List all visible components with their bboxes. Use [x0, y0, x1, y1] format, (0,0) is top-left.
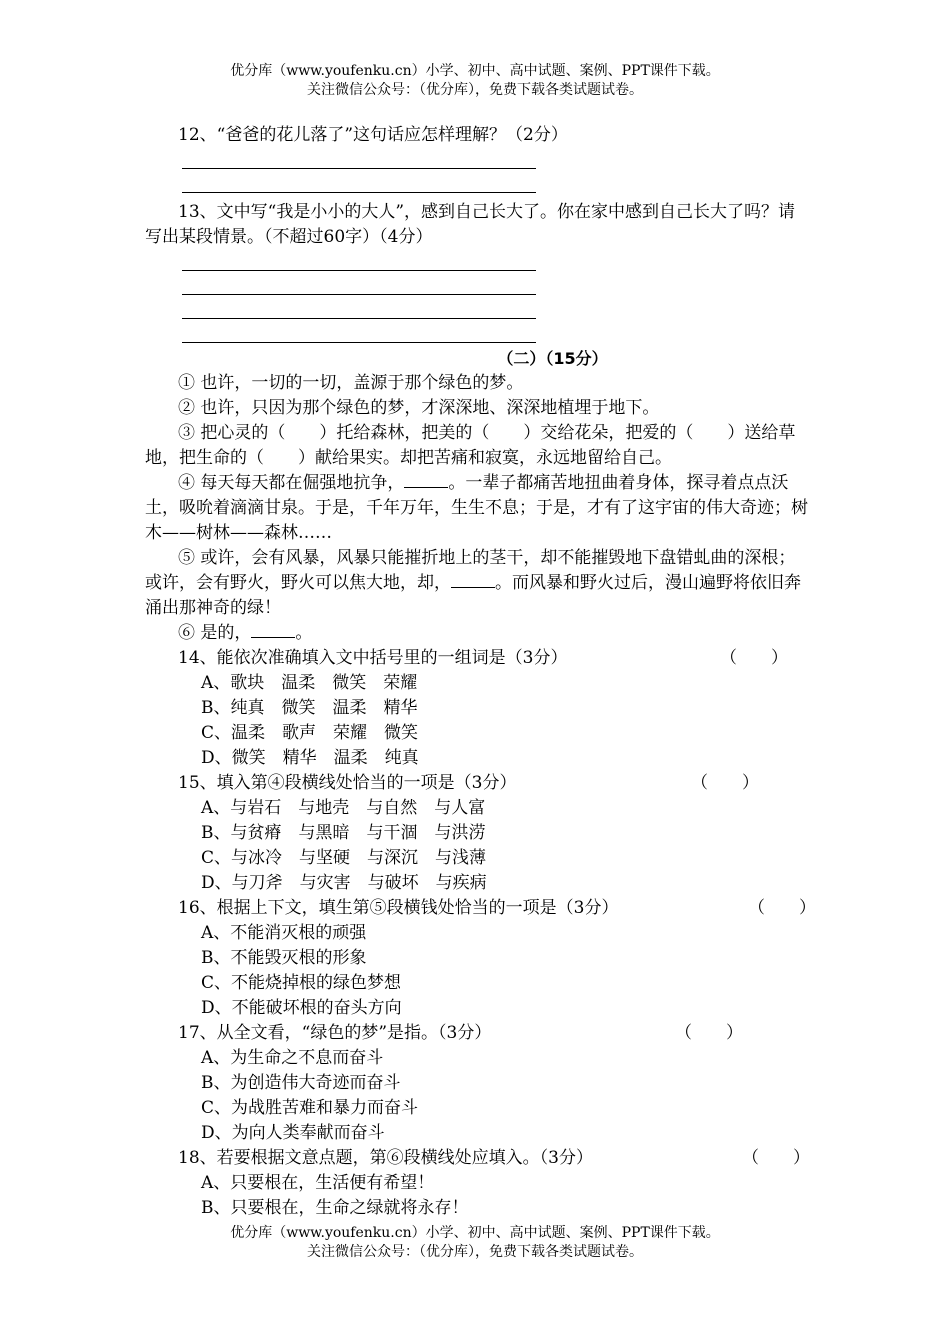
- question-17: [145, 1021, 810, 1046]
- option-d: D、微笑 精华 温柔 纯真: [201, 748, 419, 768]
- passage-paragraph-4: [145, 471, 810, 546]
- passage-paragraph-6: [145, 621, 810, 646]
- answer-line[interactable]: [145, 322, 810, 346]
- question-14: [145, 646, 810, 671]
- exam-content: [145, 123, 816, 1221]
- option-a: A、不能消灭根的顽强: [201, 923, 367, 943]
- option-a: A、歌块 温柔 微笑 荣耀: [201, 673, 418, 693]
- passage-text: ⑤ 或许，会有风暴，风暴只能摧折地上的茎干，却不能摧毁地下盘错虬曲的深根；或许，会有野火，野火可以焦大地，却，: [145, 548, 796, 593]
- question-18: [145, 1146, 810, 1171]
- passage-text: ⑥ 是的，: [178, 623, 252, 643]
- passage-paragraph-1: ① 也许，一切的一切，盖源于那个绿色的梦。: [178, 373, 524, 393]
- header-line-2: 关注微信公众号：（优分库），免费下载各类试题试卷。: [307, 82, 643, 98]
- answer-line[interactable]: [145, 298, 810, 322]
- header-line-1: 优分库（www.youfenku.cn）小学、初中、高中试题、案例、PPT课件下载。: [230, 63, 720, 79]
- answer-bracket[interactable]: （ ）: [720, 648, 788, 668]
- fill-blank[interactable]: [251, 621, 295, 638]
- answer-line[interactable]: [145, 250, 810, 274]
- option-d: D、与刀斧 与灾害 与破坏 与疾病: [201, 873, 487, 893]
- option-d: D、为向人类奉献而奋斗: [201, 1123, 385, 1143]
- passage-text: 。而风暴和野火过后，漫山遍野将依旧奔涌出那神奇的绿！: [145, 573, 801, 618]
- answer-bracket[interactable]: （ ）: [691, 773, 759, 793]
- page-header: [0, 62, 950, 100]
- option-c: C、与冰冷 与坚硬 与深沉 与浅薄: [201, 848, 487, 868]
- question-13: [145, 200, 810, 250]
- option-b: B、与贫瘠 与黑暗 与干涸 与洪涝: [201, 823, 486, 843]
- question-16: [145, 896, 816, 921]
- answer-bracket[interactable]: （ ）: [742, 1148, 810, 1168]
- footer-line-1: 优分库（www.youfenku.cn）小学、初中、高中试题、案例、PPT课件下载。: [230, 1225, 720, 1241]
- question-12: 12、“爸爸的花儿落了”这句话应怎样理解？（2分）: [178, 125, 568, 145]
- passage-text: ④ 每天每天都在倔强地抗争，: [178, 473, 405, 493]
- answer-line[interactable]: [145, 148, 810, 172]
- question-16-text: 16、根据上下文，填生第⑤段横钱处恰当的一项是（3分）: [178, 898, 619, 918]
- option-a: A、与岩石 与地壳 与自然 与人富: [201, 798, 486, 818]
- question-15-text: 15、填入第④段横线处恰当的一项是（3分）: [178, 773, 517, 793]
- option-b: B、只要根在，生命之绿就将永存！: [201, 1198, 469, 1218]
- fill-blank[interactable]: [404, 471, 448, 488]
- answer-line[interactable]: [145, 274, 810, 298]
- option-b: B、不能毁灭根的形象: [201, 948, 367, 968]
- passage-text: 。一辈子都痛苦地扭曲着身体，探寻着点点沃土，吸吮着滴滴甘泉。于是，千年万年，生生不息；于是，才有了这宇宙的伟大奇迹；树木——树林——森林……: [145, 473, 808, 543]
- passage-paragraph-2: ② 也许，只因为那个绿色的梦，才深深地、深深地植埋于地下。: [178, 398, 660, 418]
- answer-bracket[interactable]: （ ）: [675, 1023, 743, 1043]
- option-d: D、不能破坏根的奋头方向: [201, 998, 402, 1018]
- page-footer: [0, 1224, 950, 1262]
- question-15: [145, 771, 810, 796]
- section-title: （二）（15分）: [497, 349, 608, 368]
- fill-blank[interactable]: [451, 571, 495, 588]
- passage-text: 。: [295, 623, 313, 643]
- question-17-text: 17、从全文看，“绿色的梦”是指。（3分）: [178, 1023, 492, 1043]
- option-a: A、只要根在，生活便有希望！: [201, 1173, 435, 1193]
- footer-line-2: 关注微信公众号：（优分库），免费下载各类试题试卷。: [307, 1244, 643, 1260]
- option-b: B、为创造伟大奇迹而奋斗: [201, 1073, 401, 1093]
- option-b: B、纯真 微笑 温柔 精华: [201, 698, 418, 718]
- passage-paragraph-5: [145, 546, 810, 621]
- question-13-text: 13、文中写“我是小小的大人”，感到自己长大了。你在家中感到自己长大了吗？请写出某段情景。（不超过60字）（4分）: [145, 202, 796, 247]
- question-18-text: 18、若要根据文意点题，第⑥段横线处应填入。（3分）: [178, 1148, 593, 1168]
- question-14-text: 14、能依次准确填入文中括号里的一组词是（3分）: [178, 648, 568, 668]
- answer-line[interactable]: [145, 172, 810, 196]
- option-c: C、温柔 歌声 荣耀 微笑: [201, 723, 419, 743]
- option-a: A、为生命之不息而奋斗: [201, 1048, 384, 1068]
- option-c: C、为战胜苦难和暴力而奋斗: [201, 1098, 419, 1118]
- option-c: C、不能烧掉根的绿色梦想: [201, 973, 402, 993]
- answer-bracket[interactable]: （ ）: [748, 898, 816, 918]
- passage-paragraph-3: ③ 把心灵的（ ）托给森林，把美的（ ）交给花朵，把爱的（ ）送给草地，把生命的（ ）献给果实。却把苦痛和寂寞，永远地留给自己。: [145, 423, 796, 468]
